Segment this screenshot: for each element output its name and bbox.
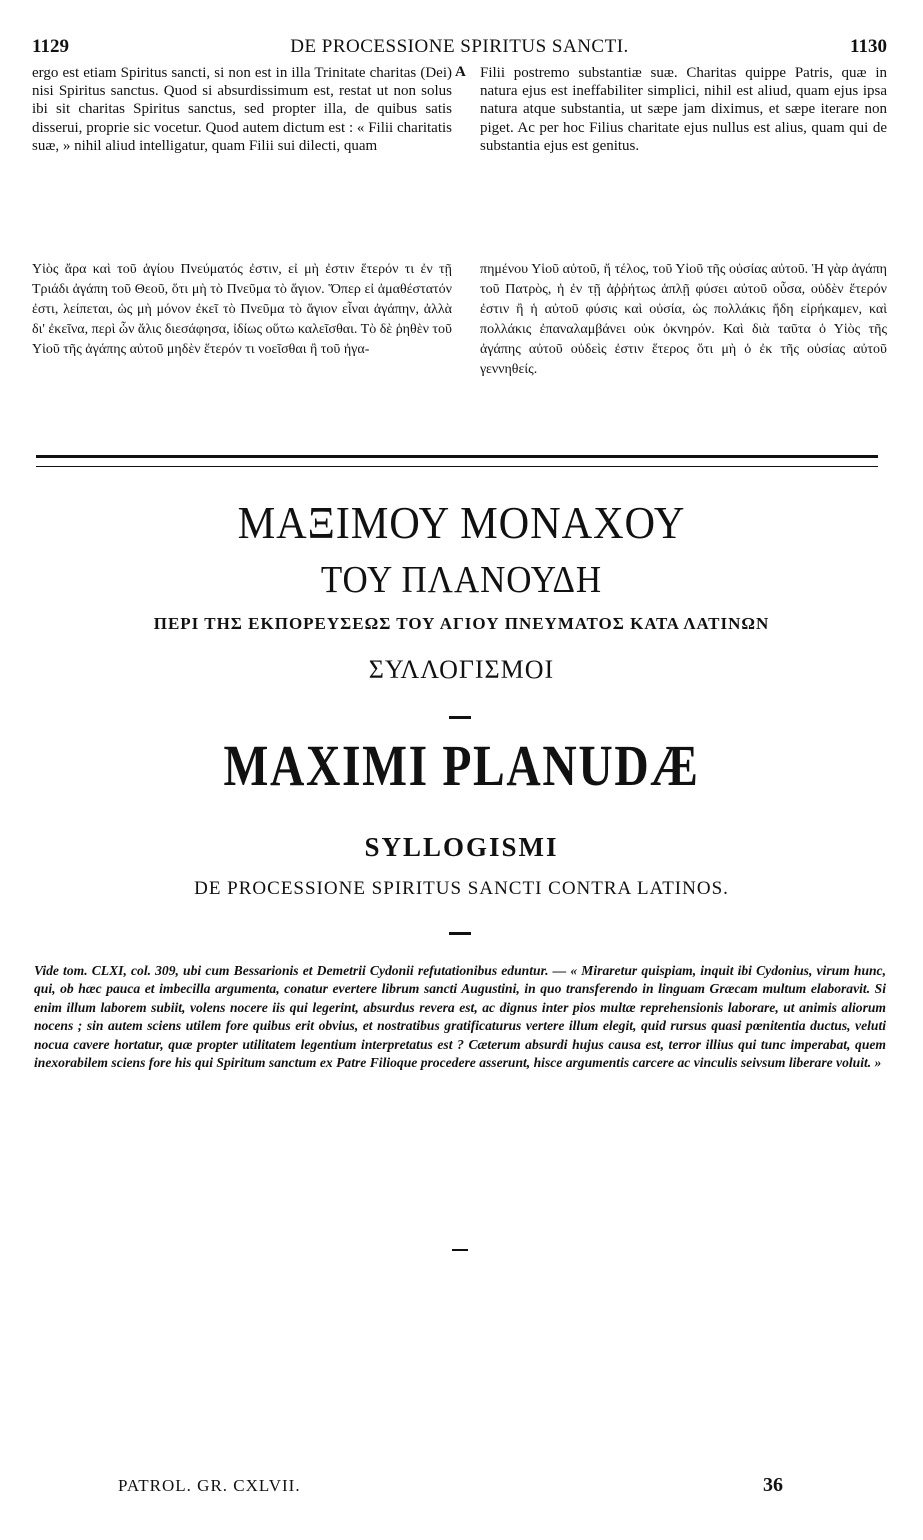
greek-author-title: ΜΑΞΙΜΟΥ ΜΟΝΑΧΟΥ bbox=[237, 497, 686, 548]
running-header bbox=[32, 36, 887, 60]
latin-syllogisms-title: SYLLOGISMI bbox=[364, 832, 559, 862]
title-divider bbox=[449, 932, 471, 935]
footer-sheet-number: 36 bbox=[763, 1474, 783, 1496]
running-title: DE PROCESSIONE SPIRITUS SANCTI. bbox=[290, 36, 629, 57]
greek-surname-title: ΤΟΥ ΠΛΑΝΟΥΔΗ bbox=[320, 559, 603, 601]
latin-text-right: Filii postremo substantiæ suæ. Charitas quippe Patris, quæ in natura ejus est ineffabiliter simplici, nihil est aliud, quam ejus ipsa natura atque substantia, ut sæpe jam diximus, et sæpe iterare non piget. Ac per hoc Filius charitate ejus nullus est alius, quam qui de substantia ejus est genitus. bbox=[480, 65, 887, 154]
section-rule bbox=[36, 455, 878, 467]
column-marker: A bbox=[455, 64, 466, 80]
column-number-right: 1130 bbox=[850, 36, 887, 57]
note-divider bbox=[452, 1249, 468, 1251]
greek-text-right: πημένου Υἱοῦ αὐτοῦ, ἤ τέλος, τοῦ Υἱοῦ τῆς οὐσίας αὐτοῦ. Ἡ γὰρ ἀγάπη τοῦ Πατρὸς, ἡ ἐν τῇ ἀῤῥήτως ἁπλῇ φύσει αὐτοῦ οὖσα, οὐδὲν ἕτερόν ἐστιν ἢ ἡ αὐτοῦ φύσις καὶ οὐσία, ὡς πολλάκις ἤδη εἰρήκαμεν, καὶ πολλάκις ἐπαναλαμβάνει οὐκ ὀκνηρόν. Καὶ διὰ ταῦτα ὁ Υἱὸς τῆς ἀγάπης αὐτοῦ οὐδεὶς ἐστιν ἕτερος ὅτι μὴ ὁ ἐκ τῆς οὐσίας αὐτοῦ γεννηθείς. bbox=[480, 262, 887, 377]
greek-text-left: Υἱὸς ἄρα καὶ τοῦ ἁγίου Πνεύματός ἐστιν, εἰ μὴ ἐστιν ἕτερόν τι ἐν τῇ Τριάδι ἀγάπη τοῦ Θεοῦ, ὅτι μὴ τὸ Πνεῦμα τὸ ἅγιον. Ὅπερ εἰ ἀμαθέστατόν ἐστι, λείπεται, ὡς μὴ μόνον ἐκεῖ τὸ Πνεῦμα τὸ ἅγιον εἶναι ἀγάπην, ἀλλὰ δι' ἐκεῖνα, περὶ ὧν ἅλις διεσάφησα, ἰδίως οὕτω καλεῖσθαι. Τὸ δὲ ῥηθὲν τοῦ Υἱοῦ τῆς ἀγάπης αὐτοῦ μηδὲν ἕτερόν τι νοεῖσθαι ἢ τοῦ ἠγα- bbox=[32, 262, 452, 357]
latin-text-left: ergo est etiam Spiritus sancti, si non est in illa Trinitate charitas (Dei) nisi Spiritus sanctus. Quod si absurdissimum est, restat ut non solus ibi sit charitas Spiritus sanctus, sed propter illa, de quibus satis disserui, proprie sic vocetur. Quod autem dictum est : « Filii charitatis suæ, » nihil aliud intelligatur, quam Filii sui dilecti, quam bbox=[32, 65, 452, 154]
footer-signature: PATROL. GR. CXLVII. bbox=[118, 1476, 301, 1495]
latin-subtitle: DE PROCESSIONE SPIRITUS SANCTI CONTRA LATINOS. bbox=[194, 878, 729, 899]
greek-syllogisms-title: ΣΥΛΛΟΓΙΣΜΟΙ bbox=[368, 655, 555, 684]
editorial-note: Vide tom. CLXI, col. 309, ubi cum Bessarionis et Demetrii Cydonii refutationibus eduntur. — « Miraretur quispiam, inquit ibi Cydonius, virum hunc, qui, ob hæc pauca et imbecilla argumenta, conatur evertere librum sancti Augustini, in quo transferendo in linguam Græcam multum elaboravit. Si enim illum laborem subiit, volens nocere iis qui legerint, absurdus revera est, ac dignus inter pios multæ reprehensionis laborare, ut animis aliorum nocens ; sin autem sciens utilem fore quibus erit obvius, et nostratibus gratificaturus vertere illum elegit, quid rursus quasi pœnitentia ductus, veluti nocua cavere hortatur, quæ propter utilitatem legentium interpretatus est ? Cæterum absurdi hujus causa est, terror illius qui tunc imperabat, quem inexorabilem sciens fore his qui Spiritum sanctum ex Patre Filioque procedere asserunt, hisce argumentis carcere ac vinculis seivsum liberare voluit. » bbox=[34, 963, 886, 1071]
greek-subtitle: ΠΕΡΙ ΤΗΣ ΕΚΠΟΡΕΥΣΕΩΣ ΤΟΥ ΑΓΙΟΥ ΠΝΕΥΜΑΤΟΣ ΚΑΤΑ ΛΑΤΙΝΩΝ bbox=[153, 614, 770, 633]
title-divider bbox=[449, 716, 471, 719]
latin-author-title: MAXIMI PLANUDÆ bbox=[223, 733, 700, 798]
column-number-left: 1129 bbox=[32, 36, 69, 57]
